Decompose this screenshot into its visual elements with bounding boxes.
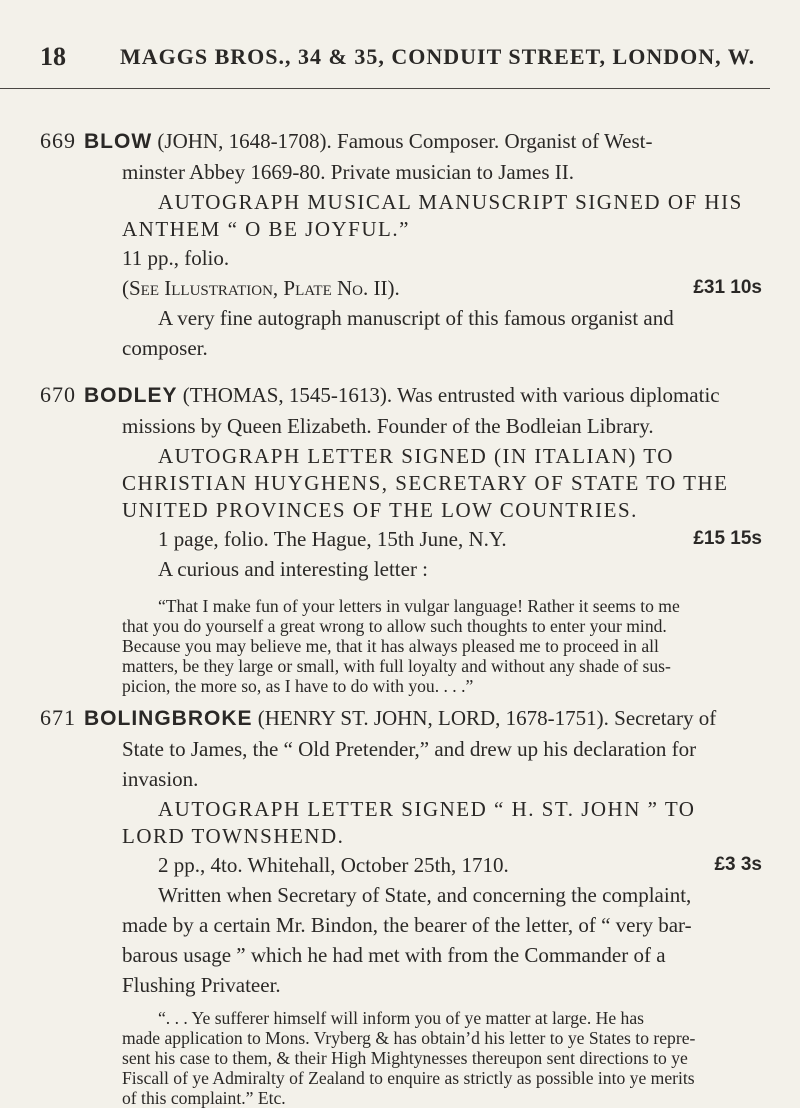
entry-intro: (THOMAS, 1545-1613). Was entrusted with various diplomatic <box>182 383 720 407</box>
entry-format: 1 page, folio. The Hague, 15th June, N.Y. <box>158 527 507 551</box>
entry-body <box>84 126 762 363</box>
page-number: 18 <box>40 42 66 71</box>
entry-body <box>84 703 762 1108</box>
entry-format: 11 pp., folio. <box>122 246 230 270</box>
entry-description: Written when Secretary of State, and concerning the complaint, <box>158 883 692 907</box>
entry-intro-3: invasion. <box>122 767 199 791</box>
entry-price: £31 10s <box>693 277 762 298</box>
entry-note: (See Illustration, Plate No. II). <box>122 276 400 300</box>
entry-heading: AUTOGRAPH MUSICAL MANUSCRIPT SIGNED OF HIS <box>158 190 743 214</box>
quote-line: made application to Mons. Vryberg & has obtain’d his letter to ye States to repre- <box>122 1028 696 1048</box>
entry-name: BLOW <box>84 130 153 153</box>
entry-intro: (JOHN, 1648-1708). Famous Composer. Organist of West- <box>157 129 653 153</box>
quote-line: Because you may believe me, that it has always pleased me to proceed in all <box>122 636 659 656</box>
entry-heading: AUTOGRAPH LETTER SIGNED (IN ITALIAN) TO <box>158 444 674 468</box>
entry-intro-2: missions by Queen Elizabeth. Founder of the Bodleian Library. <box>122 414 654 438</box>
entry-intro-2: minster Abbey 1669-80. Private musician to James II. <box>122 160 575 184</box>
entry-description-3: barous usage ” which he had met with from the Commander of a <box>122 943 666 967</box>
entry-heading-2: CHRISTIAN HUYGHENS, SECRETARY OF STATE TO THE <box>122 471 729 495</box>
entry-description-2: composer. <box>122 336 208 360</box>
quote-line: Fiscall of ye Admiralty of Zealand to enquire as strictly as possible into ye merits <box>122 1068 695 1088</box>
entry-name: BODLEY <box>84 384 178 407</box>
quote-line: that you do yourself a great wrong to allow such thoughts to enter your mind. <box>122 616 667 636</box>
entry-description-4: Flushing Privateer. <box>122 973 281 997</box>
quote-line: of this complaint.” Etc. <box>122 1088 286 1108</box>
lot-number: 671 <box>40 705 76 730</box>
quote-line: matters, be they large or small, with full loyalty and without any shade of sus- <box>122 656 671 676</box>
entry-price: £15 15s <box>693 528 762 549</box>
entry-description-2: made by a certain Mr. Bindon, the bearer of the letter, of “ very bar- <box>122 913 692 937</box>
entry-heading-2: LORD TOWNSHEND. <box>122 824 345 848</box>
quote-line: sent his case to them, & their High Mightynesses thereupon sent directions to ye <box>122 1048 688 1068</box>
quote-line: “That I make fun of your letters in vulgar language! Rather it seems to me <box>158 596 680 616</box>
entry-intro-2: State to James, the “ Old Pretender,” and drew up his declaration for <box>122 737 697 761</box>
entry-heading-2: ANTHEM “ O BE JOYFUL.” <box>122 217 410 241</box>
quote-line: picion, the more so, as I have to do with you. . . .” <box>122 676 474 696</box>
entry-name: BOLINGBROKE <box>84 707 253 730</box>
quote-line: “. . . Ye sufferer himself will inform you of ye matter at large. He has <box>158 1008 644 1028</box>
lot-number: 670 <box>40 382 76 407</box>
entry-heading: AUTOGRAPH LETTER SIGNED “ H. ST. JOHN ” TO <box>158 797 696 821</box>
lot-number: 669 <box>40 128 76 153</box>
running-head: MAGGS BROS., 34 & 35, CONDUIT STREET, LONDON, W. <box>120 44 756 69</box>
entry-price: £3 3s <box>714 854 762 875</box>
entry-intro: (HENRY ST. JOHN, LORD, 1678-1751). Secretary of <box>257 706 717 730</box>
entry-format: 2 pp., 4to. Whitehall, October 25th, 1710. <box>158 853 509 877</box>
entry-body <box>84 380 762 696</box>
entry-description: A very fine autograph manuscript of this famous organist and <box>158 306 674 330</box>
entry-heading-3: UNITED PROVINCES OF THE LOW COUNTRIES. <box>122 498 638 522</box>
entry-description: A curious and interesting letter : <box>158 557 429 581</box>
header-rule <box>0 88 770 89</box>
